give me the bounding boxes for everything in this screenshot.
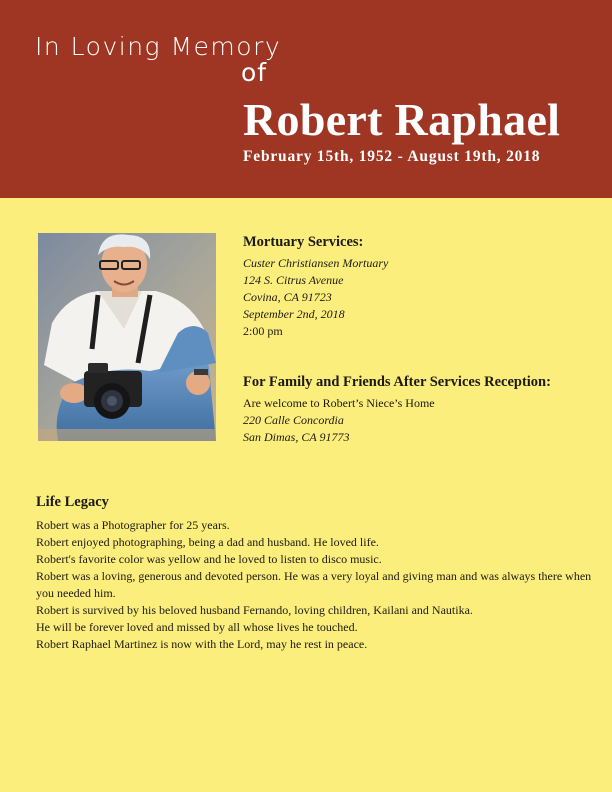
legacy-line: Robert's favorite color was yellow and he loved to listen to disco music. [36,552,382,566]
deceased-name: Robert Raphael [243,94,561,145]
legacy-line: He will be forever loved and missed by all whose lives he touched. [36,620,358,634]
reception-street: 220 Calle Concordia [243,413,344,427]
of-word: of [241,58,268,87]
legacy-line: Robert Raphael Martinez is now with the Lord, may he rest in peace. [36,637,368,651]
mortuary-services [243,234,593,340]
portrait-photo [38,233,216,441]
reception-section [243,374,593,446]
legacy-line: Robert enjoyed photographing, being a dad and husband. He loved life. [36,535,379,549]
service-time: 2:00 pm [243,324,283,338]
mortuary-street: 124 S. Citrus Avenue [243,273,344,287]
reception-invite: Are welcome to Robert’s Niece’s Home [243,396,435,410]
reception-city: San Dimas, CA 91773 [243,430,350,444]
mortuary-city: Covina, CA 91723 [243,290,332,304]
legacy-line: Robert was a loving, generous and devoted person. He was a very loyal and giving man and was always there when you needed him. [36,569,592,600]
mortuary-heading: Mortuary Services: [243,234,364,250]
legacy-line: Robert is survived by his beloved husband Fernando, loving children, Kailani and Nautika. [36,603,473,617]
header-banner [0,0,612,198]
life-dates: February 15th, 1952 - August 19th, 2018 [243,148,541,165]
mortuary-name: Custer Christiansen Mortuary [243,256,389,270]
life-legacy [36,494,596,653]
memory-title: In Loving Memory [35,32,282,61]
legacy-line: Robert was a Photographer for 25 years. [36,518,230,532]
reception-heading: For Family and Friends After Services Reception: [243,374,551,390]
legacy-heading: Life Legacy [36,494,109,510]
service-date: September 2nd, 2018 [243,307,345,321]
